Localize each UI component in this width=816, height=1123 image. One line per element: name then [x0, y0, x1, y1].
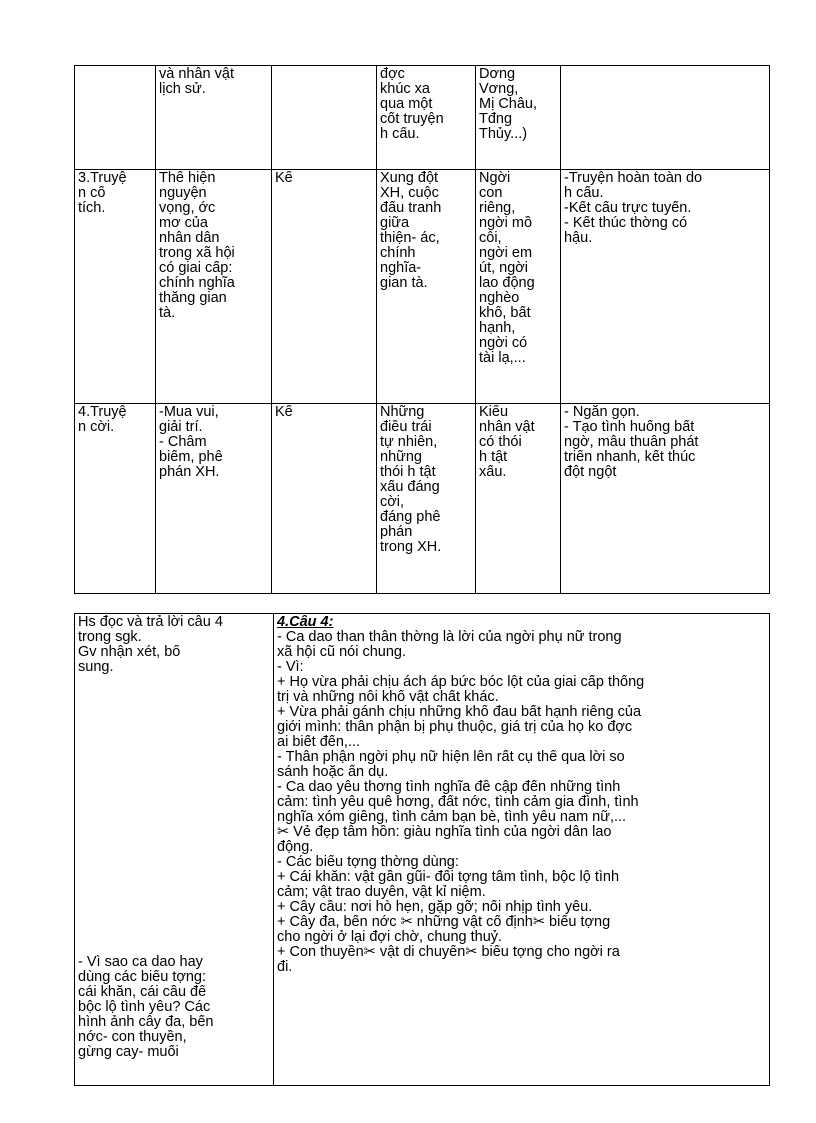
answer-line: + Cái khăn: vật gần gũi- đối tợng tâm tình, bộc lộ tình [277, 870, 620, 885]
purpose-line: - Châm [159, 435, 207, 450]
answer-line: - Vì: [277, 660, 304, 675]
content-line: đợc [380, 67, 405, 82]
features-line: - Tạo tình huống bất [564, 420, 695, 435]
content-line: xấu đáng [380, 480, 440, 495]
purpose-line: trong xã hội [159, 246, 235, 261]
answer-line: + Con thuyền✂ vật di chuyển✂ biểu tợng cho ngời ra [277, 945, 620, 960]
characters-line: ngời em [479, 246, 533, 261]
answer-line: cho ngời ở lại đợi chờ, chung thuỷ. [277, 930, 503, 945]
content-cell [377, 404, 476, 594]
characters-cell [476, 66, 561, 170]
content-line: những [380, 450, 422, 465]
question-line: bộc lộ tình yêu? Các [78, 1000, 211, 1015]
purpose-line: tà. [159, 306, 176, 321]
question-line: gừng cay- muối [78, 1045, 179, 1060]
content-line: cốt truyện [380, 112, 444, 127]
genre-cell [75, 404, 156, 594]
content-line: qua một [380, 97, 433, 112]
characters-cell [476, 404, 561, 594]
features-line: ngờ, mâu thuẫn phát [564, 435, 699, 450]
purpose-line: Thể hiện [159, 171, 216, 186]
answer-line: - Thân phận ngời phụ nữ hiện lên rất cụ thể qua lời so [277, 750, 625, 765]
answer-line: giới mình: thân phận bị phụ thuộc, giá trị của họ ko đợc [277, 720, 633, 735]
method-cell [272, 404, 377, 594]
genre-cell [75, 66, 156, 170]
characters-line: út, ngời [479, 261, 529, 276]
features-cell [561, 66, 770, 170]
features-line: h cấu. [564, 186, 604, 201]
content-line: đấu tranh [380, 201, 442, 216]
answer-line: cảm; vật trao duyên, vật kỉ niệm. [277, 885, 486, 900]
purpose-line: và nhân vật [159, 67, 234, 82]
content-line: gian tà. [380, 276, 428, 291]
question-line: hình ảnh cây đa, bến [78, 1015, 214, 1030]
genre-line: 3.Truyệ [78, 171, 127, 186]
answer-line: xã hội cũ nói chung. [277, 645, 406, 660]
answer-line: nghĩa xóm giềng, tình cảm bạn bè, tình yêu nam nữ,... [277, 810, 627, 825]
teacher-activity [78, 615, 270, 675]
answer-line: + Cây đa, bến nớc ✂ những vật cố định✂ biểu tợng [277, 915, 611, 930]
purpose-line: mơ của [159, 216, 208, 231]
content-line: thói h tật [380, 465, 436, 480]
characters-line: xấu. [479, 465, 507, 480]
answer-line: + Họ vừa phải chịu ách áp bức bóc lột của giai cấp thống [277, 675, 645, 690]
content-line: điều trái [380, 420, 432, 435]
answer-line: động. [277, 840, 314, 855]
answer-cell [274, 614, 770, 1086]
genre-line: tích. [78, 201, 106, 216]
characters-line: Thủy...) [479, 127, 528, 142]
purpose-line: có giai cấp: [159, 261, 233, 276]
features-line: - Kết thúc thờng có [564, 216, 688, 231]
answer-line: trị và những nỗi khổ vật chất khác. [277, 690, 499, 705]
method-line: Kể [275, 171, 293, 186]
features-cell [561, 404, 770, 594]
features-line: đột ngột [564, 465, 617, 480]
question-table [74, 613, 770, 1086]
features-line: - Ngắn gọn. [564, 405, 640, 420]
features-cell [561, 170, 770, 404]
purpose-cell [156, 66, 272, 170]
content-line: thiện- ác, [380, 231, 440, 246]
content-line: h cấu. [380, 127, 420, 142]
purpose-cell [156, 404, 272, 594]
purpose-line: nguyện [159, 186, 207, 201]
characters-line: h tật [479, 450, 508, 465]
content-line: giữa [380, 216, 410, 231]
purpose-cell [156, 170, 272, 404]
content-line: phán [380, 525, 413, 540]
content-line: trong XH. [380, 540, 442, 555]
characters-line: hạnh, [479, 321, 516, 336]
answer-body [277, 630, 766, 975]
method-cell [272, 66, 377, 170]
content-line: khúc xa [380, 82, 430, 97]
answer-line: - Các biểu tợng thờng dùng: [277, 855, 459, 870]
content-cell [377, 170, 476, 404]
features-line: hậu. [564, 231, 593, 246]
genre-line: 4.Truyệ [78, 405, 127, 420]
content-line: Những [380, 405, 425, 420]
characters-line: Tđng [479, 112, 513, 127]
answer-line: + Cây cầu: nơi hò hẹn, gặp gỡ; nối nhịp tình yêu. [277, 900, 593, 915]
characters-line: côi, [479, 231, 502, 246]
teacher-activity-line: sung. [78, 660, 114, 675]
purpose-line: nhân dân [159, 231, 220, 246]
question-prompt [78, 955, 270, 1060]
characters-line: Kiểu [479, 405, 509, 420]
answer-line: ✂ Vẻ đẹp tâm hồn: giàu nghĩa tình của ngời dân lao [277, 825, 612, 840]
characters-line: ngời mồ [479, 216, 533, 231]
content-line: cời, [380, 495, 405, 510]
method-cell [272, 170, 377, 404]
method-line: Kể [275, 405, 293, 420]
characters-line: nhân vật [479, 420, 535, 435]
question-line: cái khăn, cái cầu để [78, 985, 207, 1000]
characters-line: riêng, [479, 201, 516, 216]
characters-line: khổ, bất [479, 306, 531, 321]
table-row [75, 170, 770, 404]
answer-line: - Ca dao than thân thờng là lời của ngời phụ nữ trong [277, 630, 622, 645]
genre-line: n cổ [78, 186, 106, 201]
content-line: đáng phê [380, 510, 441, 525]
features-line: triển nhanh, kết thúc [564, 450, 696, 465]
answer-heading: 4.Câu 4: [277, 615, 334, 630]
purpose-line: phán XH. [159, 465, 220, 480]
question-line: nớc- con thuyền, [78, 1030, 187, 1045]
features-line: -Kết cấu trực tuyến. [564, 201, 692, 216]
characters-line: có thói [479, 435, 522, 450]
genre-cell [75, 170, 156, 404]
purpose-line: thắng gian [159, 291, 227, 306]
purpose-line: lịch sử. [159, 82, 206, 97]
features-line: -Truyện hoàn toàn do [564, 171, 703, 186]
answer-line: - Ca dao yêu thơng tình nghĩa đề cập đến những tình [277, 780, 621, 795]
purpose-line: vọng, ớc [159, 201, 216, 216]
characters-line: Ngời [479, 171, 511, 186]
characters-line: con [479, 186, 503, 201]
characters-line: ngời có [479, 336, 528, 351]
purpose-line: -Mua vui, [159, 405, 219, 420]
characters-cell [476, 170, 561, 404]
content-line: Xung đột [380, 171, 439, 186]
content-line: nghĩa- [380, 261, 422, 276]
purpose-line: biếm, phê [159, 450, 223, 465]
content-line: tự nhiên, [380, 435, 438, 450]
content-line: XH, cuộc [380, 186, 439, 201]
answer-line: đi. [277, 960, 293, 975]
teacher-activity-line: Hs đọc và trả lời câu 4 [78, 615, 223, 630]
characters-line: Dơng [479, 67, 516, 82]
content-cell [377, 66, 476, 170]
teacher-activity-line: trong sgk. [78, 630, 142, 645]
answer-line: + Vừa phải gánh chịu những khổ đau bất hạnh riêng của [277, 705, 642, 720]
teacher-activity-line: Gv nhận xét, bổ [78, 645, 181, 660]
characters-line: Mị Châu, [479, 97, 538, 112]
answer-line: sánh hoặc ẩn dụ. [277, 765, 389, 780]
characters-line: lao động [479, 276, 535, 291]
characters-line: Vơng, [479, 82, 519, 97]
table-row [75, 404, 770, 594]
genre-table [74, 65, 770, 594]
question-line: dùng các biểu tợng: [78, 970, 207, 985]
table-row [75, 66, 770, 170]
question-line: - Vì sao ca dao hay [78, 955, 203, 970]
content-line: chính [380, 246, 416, 261]
characters-line: nghèo [479, 291, 520, 306]
teacher-activity-cell [75, 614, 274, 1086]
characters-line: tài lạ,... [479, 351, 526, 366]
purpose-line: chính nghĩa [159, 276, 235, 291]
answer-line: cảm: tình yêu quê hơng, đất nớc, tình cảm gia đình, tình [277, 795, 639, 810]
purpose-line: giải trí. [159, 420, 203, 435]
answer-line: ai biết đến,... [277, 735, 361, 750]
genre-line: n cời. [78, 420, 115, 435]
